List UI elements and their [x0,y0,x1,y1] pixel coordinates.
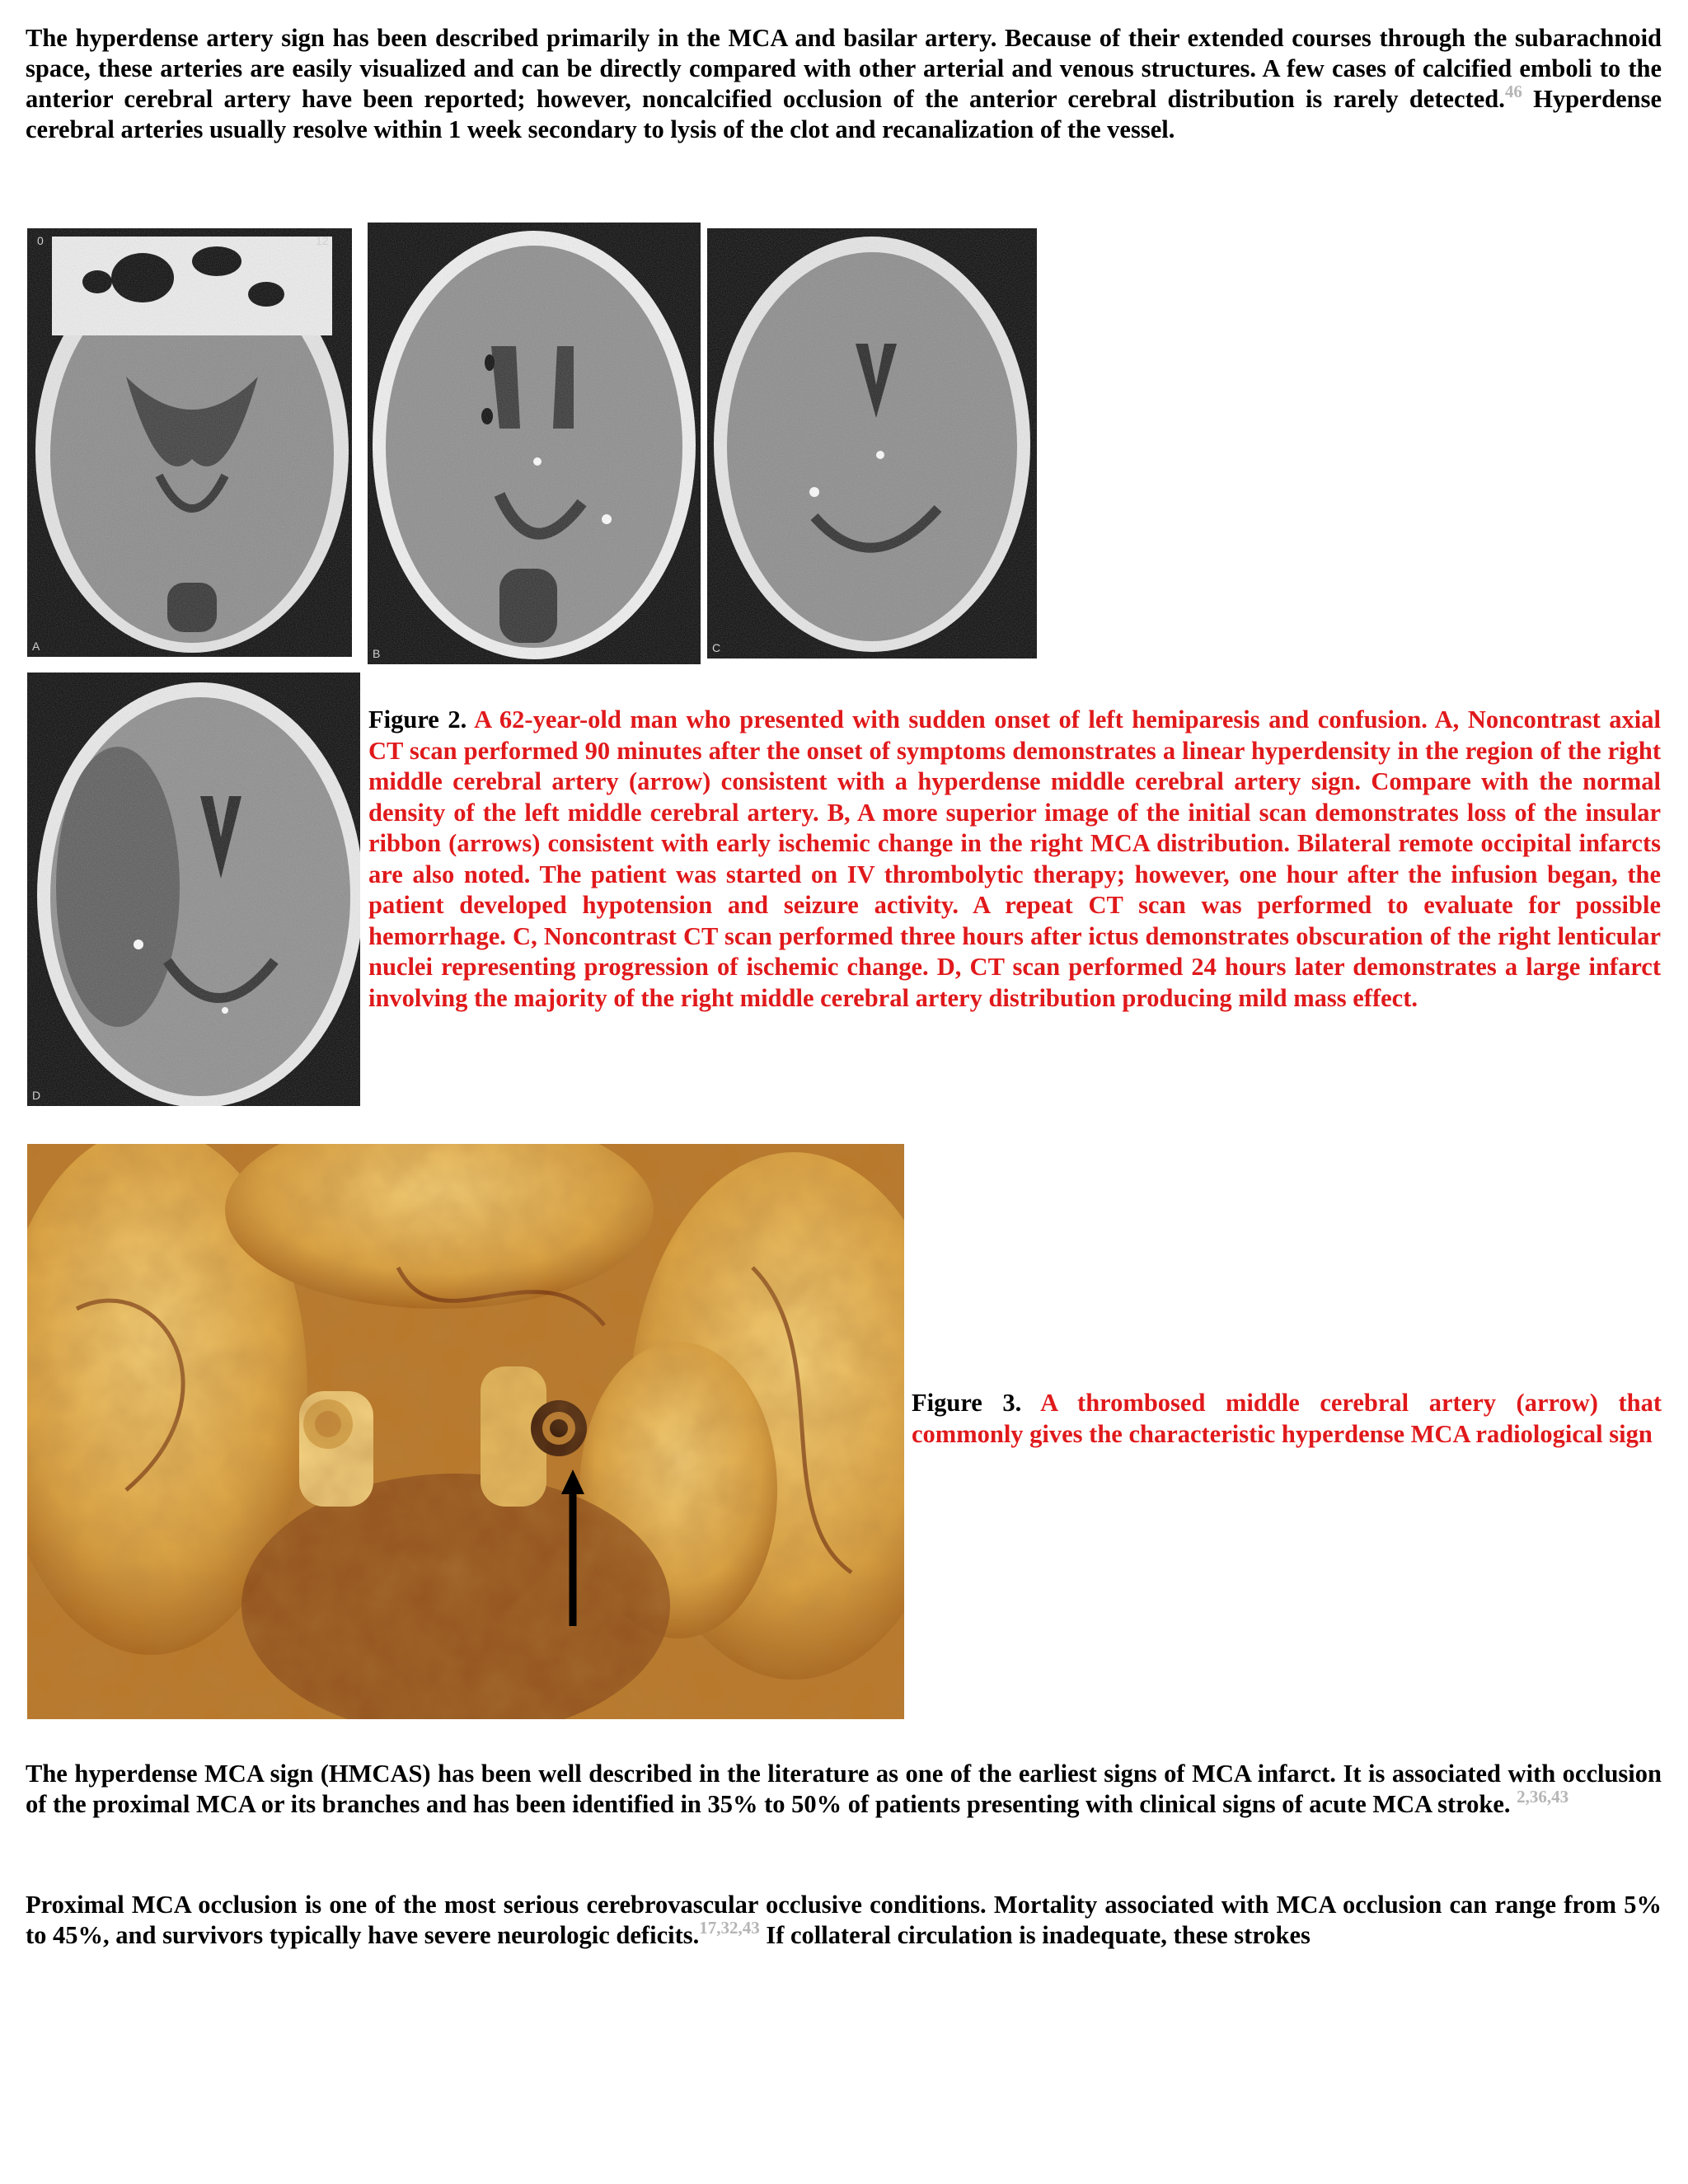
proximal-text-after: If collateral circulation is inadequate, these strokes [759,1921,1311,1949]
ct-panel-c [707,228,1037,658]
hmcas-ref: 2,36,43 [1517,1787,1569,1807]
figure2-caption-text: A 62-year-old man who presented with sudden onset of left hemiparesis and confusion. A, Noncontrast axial CT scan performed 90 minutes after the onset of symptoms demonstrates a linear hyperdensity in the region of the right middle cerebral artery (arrow) consistent with a hyperdense middle cerebral artery sign. Compare with the normal density of the left middle cerebral artery. B, A more superior image of the initial scan demonstrates loss of the insular ribbon (arrows) consistent with early ischemic change in the right MCA distribution. Bilateral remote occipital infarcts are also noted. The patient was started on IV thrombolytic therapy; however, one hour after the infusion began, the patient developed hypotension and seizure activity. A repeat CT scan was performed to evaluate for possible hemorrhage. C, Noncontrast CT scan performed three hours after ictus demonstrates obscuration of the right lenticular nuclei representing progression of ischemic change. D, CT scan performed 24 hours later demonstrates a large infarct involving the majority of the right middle cerebral artery distribution producing mild mass effect. [368,705,1661,1012]
ct-panel-a [27,228,352,657]
proximal-ref: 17,32,43 [699,1918,760,1938]
intro-paragraph [26,23,1662,145]
figure2-caption [368,705,1661,1014]
panel-c-label: C [712,641,721,654]
panel-d-label: D [32,1089,41,1102]
hmcas-paragraph [26,1759,1662,1820]
intro-ref: 46 [1504,82,1522,101]
ct-panel-b [368,223,701,664]
intro-text-after: Hyperdense cerebral arteries usually resolve within 1 week secondary to lysis of the clot and recanalization of the vessel. [26,85,1662,143]
figure2-lead: Figure 2. [368,705,467,733]
proximal-paragraph [26,1890,1662,1951]
hmcas-text: The hyperdense MCA sign (HMCAS) has been well described in the literature as one of the earliest signs of MCA infarct. It is associated with occlusion of the proximal MCA or its branches and has been identified in 35% to 50% of patients presenting with clinical signs of acute MCA stroke. [26,1760,1662,1818]
panel-a-label: A [32,640,40,653]
ct-panel-d [27,673,360,1106]
intro-text: The hyperdense artery sign has been described primarily in the MCA and basilar artery. Because of their extended courses through the subarachnoid space, these arteries are easily visualized and can be directly compared with other arterial and venous structures. A few cases of calcified emboli to the anterior cerebral artery have been reported; however, noncalcified occlusion of the anterior cerebral distribution is rarely detected. [26,24,1662,113]
panel-a-corner-left: 0 [37,234,44,247]
panel-a-corner-right: 12 [316,234,329,247]
figure3-caption [912,1388,1662,1450]
figure3-lead: Figure 3. [912,1389,1022,1417]
figure3-photo [27,1144,904,1719]
proximal-text: Proximal MCA occlusion is one of the most serious cerebrovascular occlusive conditions. Mortality associated with MCA occlusion can range from 5% to 45%, and survivors typically have severe neurologic deficits. [26,1891,1662,1949]
panel-b-label: B [373,647,381,660]
figure3-caption-text: A thrombosed middle cerebral artery (arrow) that commonly gives the characteristic hyperdense MCA radiological sign [912,1389,1662,1448]
